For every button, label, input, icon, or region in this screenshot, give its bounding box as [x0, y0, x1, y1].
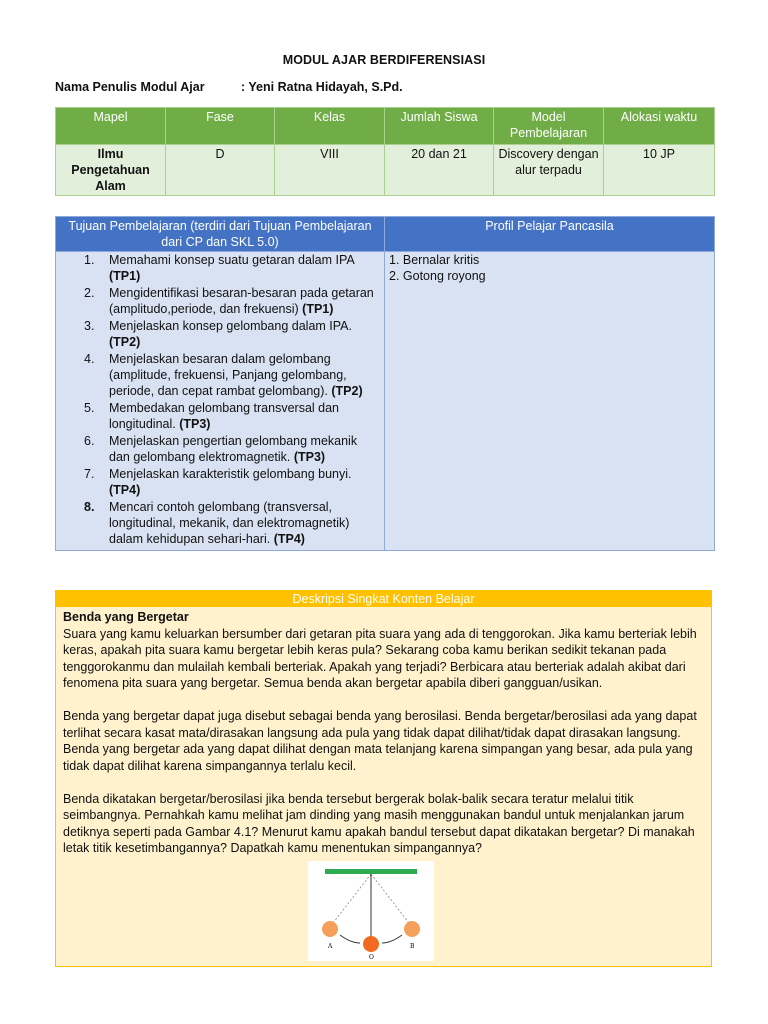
info-table [55, 107, 715, 196]
list-item [80, 351, 380, 399]
list-item [80, 433, 380, 465]
header-mapel: Mapel [56, 108, 166, 145]
cell-fase: D [166, 145, 275, 196]
item-number: 5. [84, 401, 95, 415]
item-text: Menjelaskan besaran dalam gelombang (amplitude, frekuensi, Panjang gelombang, periode, dan cepat rambat gelombang). [109, 352, 347, 398]
pendulum-diagram [308, 861, 434, 961]
list-item [80, 466, 380, 498]
document-title: MODUL AJAR BERDIFERENSIASI [282, 53, 486, 67]
header-alokasi-waktu: Alokasi waktu [604, 108, 715, 145]
label-b: B [410, 943, 415, 950]
pendulum-support-bar [325, 869, 417, 874]
item-text: Mencari contoh gelombang (transversal, longitudinal, mekanik, dan elektromagnetik) dalam kehidupan sehari-hari. [109, 500, 350, 546]
tp-table-row [56, 252, 715, 551]
item-number: 3. [84, 319, 95, 333]
item-tag: (TP4) [273, 532, 305, 546]
tujuan-pembelajaran-table [55, 216, 715, 551]
item-tag: (TP3) [179, 417, 211, 431]
cell-model-pembelajaran: Discovery dengan alur terpadu [494, 145, 604, 196]
tp-table-header-row [56, 217, 715, 252]
item-text: Mengidentifikasi besaran-besaran pada getaran (amplitudo,periode, dan frekuensi) [109, 286, 374, 316]
item-number: 4. [84, 352, 95, 366]
pendulum-figure [308, 861, 434, 961]
author-label: Nama Penulis Modul Ajar [55, 80, 205, 94]
list-item [80, 285, 380, 317]
swing-arrow-left [340, 935, 360, 943]
cell-alokasi-waktu: 10 JP [604, 145, 715, 196]
item-text: Menjelaskan konsep gelombang dalam IPA. [109, 319, 352, 333]
author-line [55, 80, 403, 94]
cell-mapel: Ilmu Pengetahuan Alam [56, 145, 166, 196]
konten-belajar-content [56, 607, 711, 857]
pendulum-bob-b [404, 921, 420, 937]
item-number: 2. [84, 286, 95, 300]
list-item [80, 318, 380, 350]
list-item [80, 499, 380, 547]
info-table-row [56, 145, 715, 196]
pendulum-string-left [333, 874, 371, 923]
item-tag: (TP2) [109, 335, 141, 349]
item-tag: (TP1) [302, 302, 334, 316]
konten-paragraph-2: Benda yang bergetar dapat juga disebut sebagai benda yang berosilasi. Benda bergetar/berosilasi ada yang dapat terlihat secara kasat mata/dirasakan langsung ada pula yang tidak dapat dilihat/tidak dapat dirasakan langsung. Benda yang bergetar ada yang dapat dilihat dengan mata telanjang karena simpangan yang besar, ada pula yang tidak dapat dilihat karena simpangannya terlalu kecil. [63, 709, 697, 773]
item-tag: (TP4) [109, 483, 141, 497]
label-o: O [369, 954, 374, 961]
pendulum-string-right [371, 874, 409, 923]
list-item: 1. Bernalar kritis [389, 253, 480, 267]
cell-jumlah-siswa: 20 dan 21 [385, 145, 494, 196]
header-jumlah-siswa: Jumlah Siswa [385, 108, 494, 145]
pendulum-bob-o [363, 936, 379, 952]
konten-subheading: Benda yang Bergetar [63, 610, 189, 624]
author-value: : Yeni Ratna Hidayah, S.Pd. [241, 80, 403, 94]
item-tag: (TP3) [293, 450, 326, 464]
item-text: Membedakan gelombang transversal dan longitudinal. [109, 401, 339, 431]
item-text: Menjelaskan pengertian gelombang mekanik dan gelombang elektromagnetik. [109, 434, 358, 464]
item-number: 8. [84, 500, 95, 514]
konten-paragraph-3: Benda dikatakan bergetar/berosilasi jika benda tersebut bergerak bolak-balik secara teratur melalui titik seimbangnya. Pernahkah kamu melihat jam dinding yang masih menggunakan bandul untuk menjalankan jarum detiknya seperti pada Gambar 4.1? Menurut kamu apakah bandul tersebut dapat dikatakan bergetar? Di manakah letak titik kesetimbangannya? Dapatkah kamu menentukan simpangannya? [63, 791, 695, 855]
cell-kelas: VIII [275, 145, 385, 196]
item-text: Menjelaskan karakteristik gelombang bunyi. [109, 467, 352, 481]
profil-list [389, 252, 710, 284]
list-item: 2. Gotong royong [389, 269, 486, 283]
item-tag: (TP1) [109, 269, 141, 283]
konten-belajar-header: Deskripsi Singkat Konten Belajar [56, 591, 711, 607]
tp-list [80, 252, 380, 547]
item-number: 1. [84, 253, 95, 267]
label-a: A [328, 943, 333, 950]
item-number: 6. [84, 434, 95, 448]
info-table-header-row [56, 108, 715, 145]
konten-paragraph-1: Suara yang kamu keluarkan bersumber dari getaran pita suara yang ada di tenggorokan. Jika kamu berteriak lebih keras, apakah pita suara kamu bergetar lebih keras pula? Sekarang coba kamu berikan sedikit tekanan pada tenggorokanmu dan mulailah kembali berteriak. Apakah yang terjadi? Berbicara atau berteriak adalah akibat dari fenomena pita suara yang bergetar. Semua benda akan bergetar apabila diberi gangguan/usikan. [63, 626, 697, 690]
item-text: Memahami konsep suatu getaran dalam IPA [109, 253, 355, 267]
list-item [80, 252, 380, 284]
list-item [80, 400, 380, 432]
item-tag: (TP2) [331, 384, 363, 398]
pendulum-bob-a [322, 921, 338, 937]
header-model-pembelajaran: Model Pembelajaran [494, 108, 604, 145]
swing-arrow-right [382, 935, 402, 943]
item-number: 7. [84, 467, 95, 481]
konten-belajar-box [55, 590, 712, 967]
header-kelas: Kelas [275, 108, 385, 145]
profil-pelajar-cell [385, 252, 715, 551]
tp-list-cell [56, 252, 385, 551]
header-fase: Fase [166, 108, 275, 145]
header-profil-pelajar: Profil Pelajar Pancasila [385, 217, 715, 252]
header-tujuan-pembelajaran: Tujuan Pembelajaran (terdiri dari Tujuan Pembelajaran dari CP dan SKL 5.0) [56, 217, 385, 252]
